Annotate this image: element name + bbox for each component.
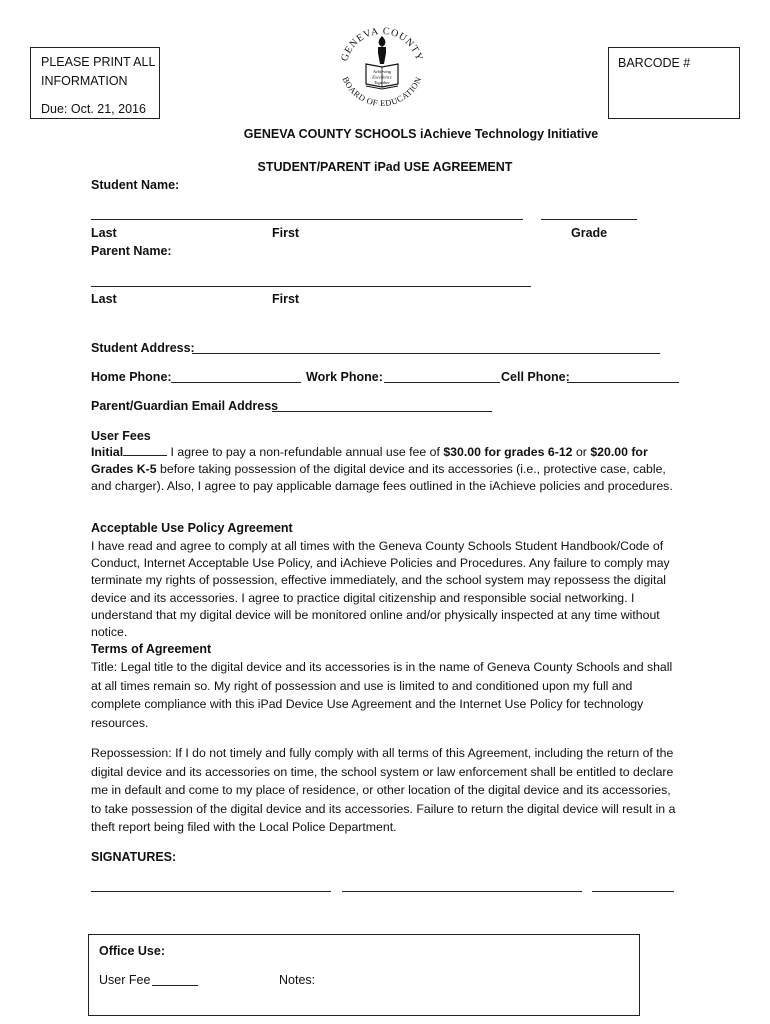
- initial-label: Initial: [91, 445, 124, 459]
- print-info-line2: INFORMATION: [41, 74, 128, 88]
- due-date: Due: Oct. 21, 2016: [41, 102, 146, 116]
- cell-phone-label: Cell Phone:: [501, 370, 570, 384]
- print-info-box: [30, 47, 160, 119]
- grade-field[interactable]: [541, 219, 637, 220]
- notes-label: Notes:: [279, 973, 316, 987]
- svg-text:BOARD OF EDUCATION: BOARD OF EDUCATION: [340, 75, 424, 109]
- initial-field[interactable]: [123, 445, 167, 456]
- parent-signature-field[interactable]: [342, 891, 582, 892]
- seal-icon: [330, 14, 434, 118]
- print-info-line1: PLEASE PRINT ALL: [41, 55, 156, 69]
- parent-name-label: Parent Name:: [91, 244, 172, 258]
- user-fees-paragraph: [91, 444, 683, 496]
- barcode-box: [608, 47, 740, 119]
- email-label: Parent/Guardian Email Address: [91, 399, 279, 413]
- user-fee-label: User Fee: [99, 973, 151, 987]
- signatures-label: SIGNATURES:: [91, 850, 177, 864]
- svg-text:Achieving: Achieving: [373, 69, 391, 74]
- parent-last-label: Last: [91, 292, 117, 306]
- parent-first-label: First: [272, 292, 300, 306]
- terms-title-paragraph: Title: Legal title to the digital device and its accessories is in the name of Geneva County Schools and shall at all times remain so. My right of possession and use is limited to and conditioned upon my full and complete compliance with this iPad Device Use Agreement and the Internet Use Policy for technology resources.: [91, 660, 673, 730]
- aup-heading: Acceptable Use Policy Agreement: [91, 521, 293, 535]
- fees-or: or: [572, 445, 591, 459]
- svg-text:Together: Together: [374, 80, 390, 85]
- home-phone-label: Home Phone:: [91, 370, 172, 384]
- terms-title-wrap: [91, 658, 679, 732]
- student-address-field[interactable]: [192, 353, 660, 354]
- terms-heading: Terms of Agreement: [91, 642, 212, 656]
- office-use-box: [88, 934, 640, 1016]
- student-signature-field[interactable]: [91, 891, 331, 892]
- fee-grades-6-12: $30.00 for grades 6-12: [443, 445, 573, 459]
- cell-phone-field[interactable]: [567, 382, 679, 383]
- student-first-label: First: [272, 226, 300, 240]
- fee-grades-k-5: $20.00 for Grades K-5: [91, 445, 648, 477]
- aup-paragraph-wrap: [91, 538, 683, 641]
- barcode-label: BARCODE #: [618, 56, 691, 70]
- student-address-label: Student Address:: [91, 341, 195, 355]
- home-phone-field[interactable]: [171, 382, 301, 383]
- user-fee-field[interactable]: [152, 985, 198, 986]
- terms-repossession-paragraph: Repossession: If I do not timely and fully comply with all terms of this Agreement, including the return of the digital device and its accessories on time, the school system or law enforcement shall be entitled to declare me in default and come to my place of residence, or other location of the digital device and its accessories, to take possession of the digital device and its accessories. Failure to return the digital device will result in a theft report being filed with the Local Police Department.: [91, 746, 676, 835]
- aup-paragraph: I have read and agree to comply at all times with the Geneva County Schools Student Handbook/Code of Conduct, Internet Acceptable Use Policy, and iAchieve Policies and Procedures. Any failure to comply may terminate my rights of possession, effective immediately, and the school system may repossess the digital device and its accessories. I agree to practice digital citizenship and responsible social networking. I understand that my digital device will be monitored online and/or physically inspected at any time without notice.: [91, 539, 670, 640]
- fees-text-a: I agree to pay a non-refundable annual use fee of: [167, 445, 444, 459]
- document-title: GENEVA COUNTY SCHOOLS iAchieve Technology Initiative: [243, 127, 599, 141]
- user-fees-heading: User Fees: [91, 429, 151, 443]
- terms-repo-wrap: [91, 744, 683, 837]
- office-use-heading: Office Use:: [99, 944, 165, 958]
- svg-text:Excellence: Excellence: [372, 74, 392, 80]
- student-name-label: Student Name:: [91, 178, 180, 192]
- parent-name-field[interactable]: [91, 286, 531, 287]
- fees-text-b: before taking possession of the digital device and its accessories (i.e., protective case, cable, and charger). Also, I agree to pay applicable damage fees outlined in the iAchieve policies and procedures.: [91, 462, 673, 494]
- grade-label: Grade: [571, 226, 608, 240]
- work-phone-field[interactable]: [384, 382, 500, 383]
- email-field[interactable]: [272, 411, 492, 412]
- board-seal-logo: [330, 14, 434, 118]
- student-name-field[interactable]: [91, 219, 523, 220]
- document-subtitle: STUDENT/PARENT iPad USE AGREEMENT: [257, 160, 513, 174]
- student-last-label: Last: [91, 226, 117, 240]
- svg-text:GENEVA COUNTY: GENEVA COUNTY: [339, 25, 425, 63]
- signature-date-field[interactable]: [592, 891, 674, 892]
- work-phone-label: Work Phone:: [306, 370, 383, 384]
